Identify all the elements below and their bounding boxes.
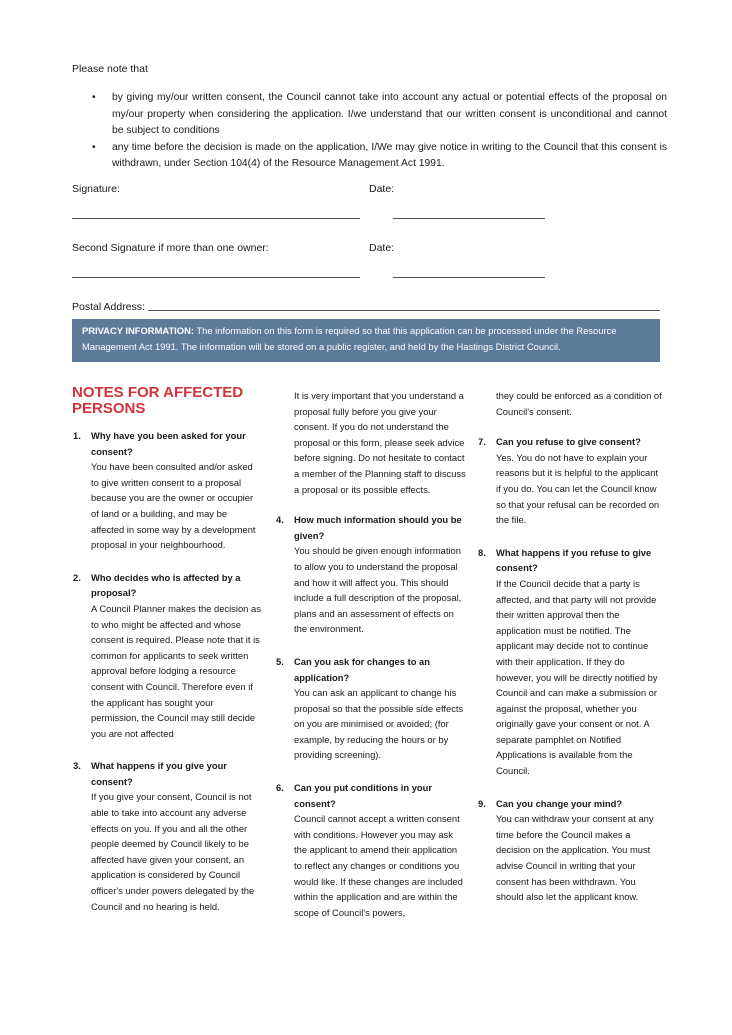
note-answer-continued: they could be enforced as a condition of Council's consent. — [496, 390, 662, 417]
privacy-text: The information on this form is required so that this application can be processed under the Resource Management Act 1991. The information will be stored on a public register, and held by the Hastings District Council. — [82, 325, 617, 352]
note-question: Why have you been asked for your consent? — [91, 430, 246, 457]
notes-column-2 — [276, 388, 466, 920]
note-item — [73, 570, 261, 742]
note-question: How much information should you be given? — [294, 514, 462, 541]
note-answer: Yes. You do not have to explain your reasons but it is helpful to the applicant if you do. You can let the Council know so that your refusal can be recorded on the file. — [496, 451, 660, 526]
second-signature-field[interactable] — [72, 277, 360, 278]
note-number: 8. — [478, 546, 486, 558]
note-item — [478, 545, 664, 779]
signature-label: Signature: — [72, 183, 120, 195]
note-question: Can you put conditions in your consent? — [294, 782, 433, 809]
note-answer: A Council Planner makes the decision as to who might be affected and whose consent is required. Please note that it is common for applicants to seek written approval before lodging a resource consent with Council. Therefore even if the applicant has sought your permission, the Council may still decide you are not affected — [91, 602, 261, 739]
notes-column-3 — [478, 388, 664, 905]
note-item — [478, 434, 664, 528]
privacy-heading: PRIVACY INFORMATION: — [82, 325, 194, 336]
note-answer-continued: It is very important that you understand a proposal fully before you give your consent. If you do not understand the proposal or this form, please seek advice before signing. Do not hesitate to contact a member of the Planning staff to discuss a proposal or its possible effects. — [294, 390, 466, 495]
list-item — [92, 140, 667, 173]
note-item — [73, 758, 261, 914]
note-number: 1. — [73, 430, 81, 441]
date-field[interactable] — [393, 218, 545, 219]
note-question: What happens if you refuse to give consent? — [496, 546, 652, 574]
note-question: What happens if you give your consent? — [91, 760, 227, 787]
note-question: Can you change your mind? — [496, 797, 623, 809]
note-question: Can you refuse to give consent? — [496, 436, 641, 448]
bullet-text: any time before the decision is made on the application, I/We may give notice in writing to the Council that this consent is withdrawn, under Section 104(4) of the Resource Management Act 1991. — [112, 141, 667, 169]
note-number: 7. — [478, 436, 486, 448]
postal-address-label: Postal Address: — [72, 301, 145, 313]
notes-column-1 — [73, 428, 261, 914]
notes-title: NOTES FOR AFFECTED PERSONS — [72, 384, 244, 417]
note-answer: You can ask an applicant to change his proposal so that the possible side effects on you are minimised or avoided; (for example, by reducing the hours or by providing screening). — [294, 687, 464, 761]
note-item — [276, 780, 466, 920]
note-item — [73, 428, 261, 553]
second-signature-label: Second Signature if more than one owner: — [72, 242, 269, 254]
note-item — [276, 512, 466, 637]
consent-conditions-list — [92, 90, 667, 173]
bullet-icon: • — [92, 141, 96, 153]
bullet-text: by giving my/our written consent, the Council cannot take into account any actual or potential effects of the proposal on my/our property when considering the application. I/we understand that our written consent is unconditional and cannot be subject to conditions — [112, 92, 667, 136]
second-date-label: Date: — [369, 242, 395, 254]
note-answer: You should be given enough information to allow you to understand the proposal and how it will affect you. This should include a full description of the proposal, plans and an assessment of effects on the environment. — [294, 545, 462, 635]
note-answer: If you give your consent, Council is not able to take into account any adverse effects on you. If you and all the other people deemed by Council likely to be affected have given your consent, an application is considered by Council officer's under powers delegated by the Council and no hearing is held. — [91, 791, 255, 912]
note-question: Who decides who is affected by a proposal? — [91, 571, 241, 599]
note-question: Can you ask for changes to an application? — [294, 655, 430, 683]
postal-address-field[interactable] — [148, 310, 660, 311]
note-item — [276, 654, 466, 763]
note-number: 4. — [276, 514, 284, 526]
note-answer: If the Council decide that a party is affected, and that party will not provide their written approval then the application must be notified. The applicant may decide not to continue with their application. If they do however, you will be directly notified by Council and can make a submission or against the proposal, whether you originally gave your consent or not. A separate pamphlet on Notified Applications is available from the Council. — [496, 577, 658, 777]
note-item — [478, 388, 664, 419]
note-number: 3. — [73, 760, 81, 772]
note-number: 6. — [276, 782, 284, 794]
note-number: 5. — [276, 655, 284, 667]
note-answer: You can withdraw your consent at any time before the Council makes a decision on the application. You must advise Council in writing that your consent has been withdrawn. You should also let the applicant know. — [496, 813, 654, 903]
date-label: Date: — [369, 183, 395, 195]
bullet-icon: • — [92, 92, 96, 103]
note-number: 9. — [478, 797, 486, 809]
list-item — [92, 90, 667, 140]
intro-text: Please note that — [72, 63, 148, 75]
note-answer: Council cannot accept a written consent with conditions. However you may ask the applicant to amend their application to reflect any changes or conditions you would like. If these changes are included within the application and are within the scope of Council's powers, — [294, 813, 463, 918]
note-item — [478, 796, 664, 905]
note-number: 2. — [73, 571, 81, 583]
note-answer: You have been consulted and/or asked to give written consent to a proposal because you are the owner or occupier of land or a building, and may be affected in some way by a development proposal in your neighbourhood. — [91, 461, 256, 551]
note-item — [276, 388, 466, 497]
second-date-field[interactable] — [393, 277, 545, 278]
privacy-information-banner — [72, 319, 660, 362]
signature-field[interactable] — [72, 218, 360, 219]
